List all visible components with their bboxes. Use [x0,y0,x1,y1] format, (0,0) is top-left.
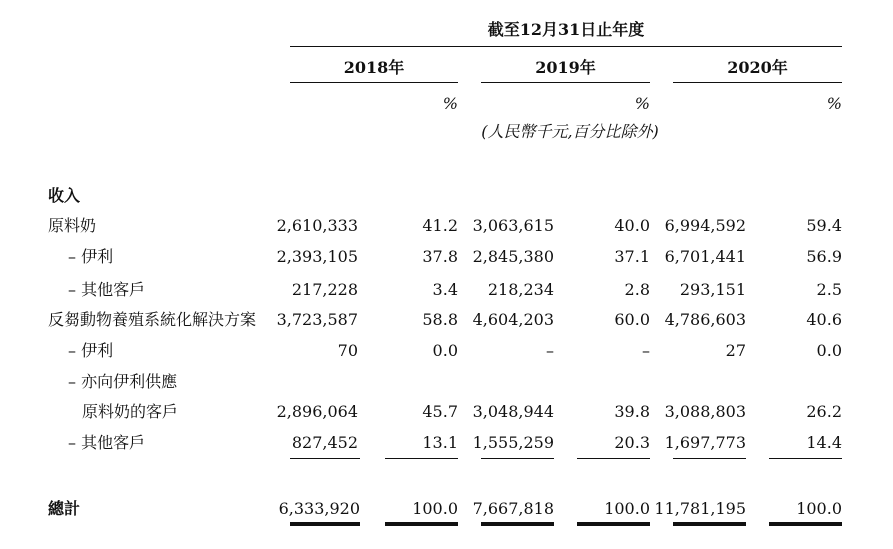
value-2020-amount: 27 [725,341,746,360]
row-label: – 其他客戶 [68,280,146,299]
value-2019-amount: 1,555,259 [472,433,554,452]
value-2018-amount: 3,723,587 [276,310,358,329]
value-2018-pct: 37.8 [422,247,458,266]
value-2019-pct: 20.3 [614,433,650,452]
value-2019-pct: – [642,341,650,360]
value-2019-amount: 3,063,615 [472,216,554,235]
row-label: 原料奶 [48,216,97,235]
period-title: 截至12月31日止年度 [487,20,645,39]
year-2019-rule [481,82,650,83]
value-2019-amount: 2,845,380 [472,247,554,266]
value-2020-amount: 6,701,441 [664,247,746,266]
section-title: 收入 [48,186,81,205]
value-2018-pct: 45.7 [422,402,458,421]
year-2018-rule [290,82,458,83]
row-label: – 其他客戶 [68,433,146,452]
subtotal-rule [385,458,458,459]
value-2020-amount: 1,697,773 [664,433,746,452]
value-2020-amount: 3,088,803 [664,402,746,421]
value-2019-pct: 39.8 [614,402,650,421]
value-2018-amount: 70 [337,341,358,360]
unit-note: (人民幣千元,百分比除外) [481,122,659,141]
pct-header-2020: % [826,94,842,113]
value-2018-pct: 41.2 [422,216,458,235]
value-2019-pct: 37.1 [614,247,650,266]
subtotal-rule [290,458,360,459]
value-2019-pct: 40.0 [614,216,650,235]
total-double-rule [385,522,458,526]
year-2020-header: 2020年 [727,58,788,77]
value-2020-pct: 14.4 [806,433,842,452]
total-label: 總計 [48,499,81,518]
value-2020-pct: 56.9 [806,247,842,266]
total-2018-pct: 100.0 [412,499,458,518]
value-2018-amount: 217,228 [291,280,358,299]
total-double-rule [577,522,650,526]
row-label: 原料奶的客戶 [82,402,179,421]
value-2019-pct: 60.0 [614,310,650,329]
row-label: – 伊利 [68,247,114,266]
row-label: – 伊利 [68,341,114,360]
value-2019-amount: 3,048,944 [472,402,554,421]
total-double-rule [481,522,554,526]
value-2020-amount: 6,994,592 [664,216,746,235]
year-2019-header: 2019年 [535,58,596,77]
value-2018-pct: 0.0 [432,341,458,360]
pct-header-2018: % [442,94,458,113]
total-2020-amount: 11,781,195 [654,499,746,518]
total-2019-pct: 100.0 [604,499,650,518]
year-2020-rule [673,82,842,83]
total-double-rule [673,522,746,526]
total-double-rule [769,522,842,526]
value-2020-amount: 4,786,603 [664,310,746,329]
value-2020-amount: 293,151 [679,280,746,299]
total-2018-amount: 6,333,920 [278,499,360,518]
value-2019-amount: 4,604,203 [472,310,554,329]
row-label: – 亦向伊利供應 [68,372,178,391]
value-2020-pct: 0.0 [816,341,842,360]
value-2018-amount: 827,452 [291,433,358,452]
value-2019-amount: – [546,341,554,360]
value-2018-pct: 13.1 [422,433,458,452]
row-label: 反芻動物養殖系統化解決方案 [48,310,257,329]
value-2020-pct: 40.6 [806,310,842,329]
value-2018-pct: 58.8 [422,310,458,329]
subtotal-rule [673,458,746,459]
total-2020-pct: 100.0 [796,499,842,518]
value-2020-pct: 59.4 [806,216,842,235]
value-2018-amount: 2,610,333 [276,216,358,235]
value-2018-amount: 2,393,105 [276,247,358,266]
subtotal-rule [481,458,554,459]
value-2020-pct: 26.2 [806,402,842,421]
value-2019-pct: 2.8 [624,280,650,299]
value-2019-amount: 218,234 [487,280,554,299]
year-2018-header: 2018年 [343,58,405,77]
header-rule [290,46,842,47]
total-2019-amount: 7,667,818 [472,499,554,518]
value-2020-pct: 2.5 [816,280,842,299]
value-2018-pct: 3.4 [432,280,458,299]
value-2018-amount: 2,896,064 [276,402,358,421]
subtotal-rule [577,458,650,459]
subtotal-rule [769,458,842,459]
total-double-rule [290,522,360,526]
pct-header-2019: % [634,94,650,113]
